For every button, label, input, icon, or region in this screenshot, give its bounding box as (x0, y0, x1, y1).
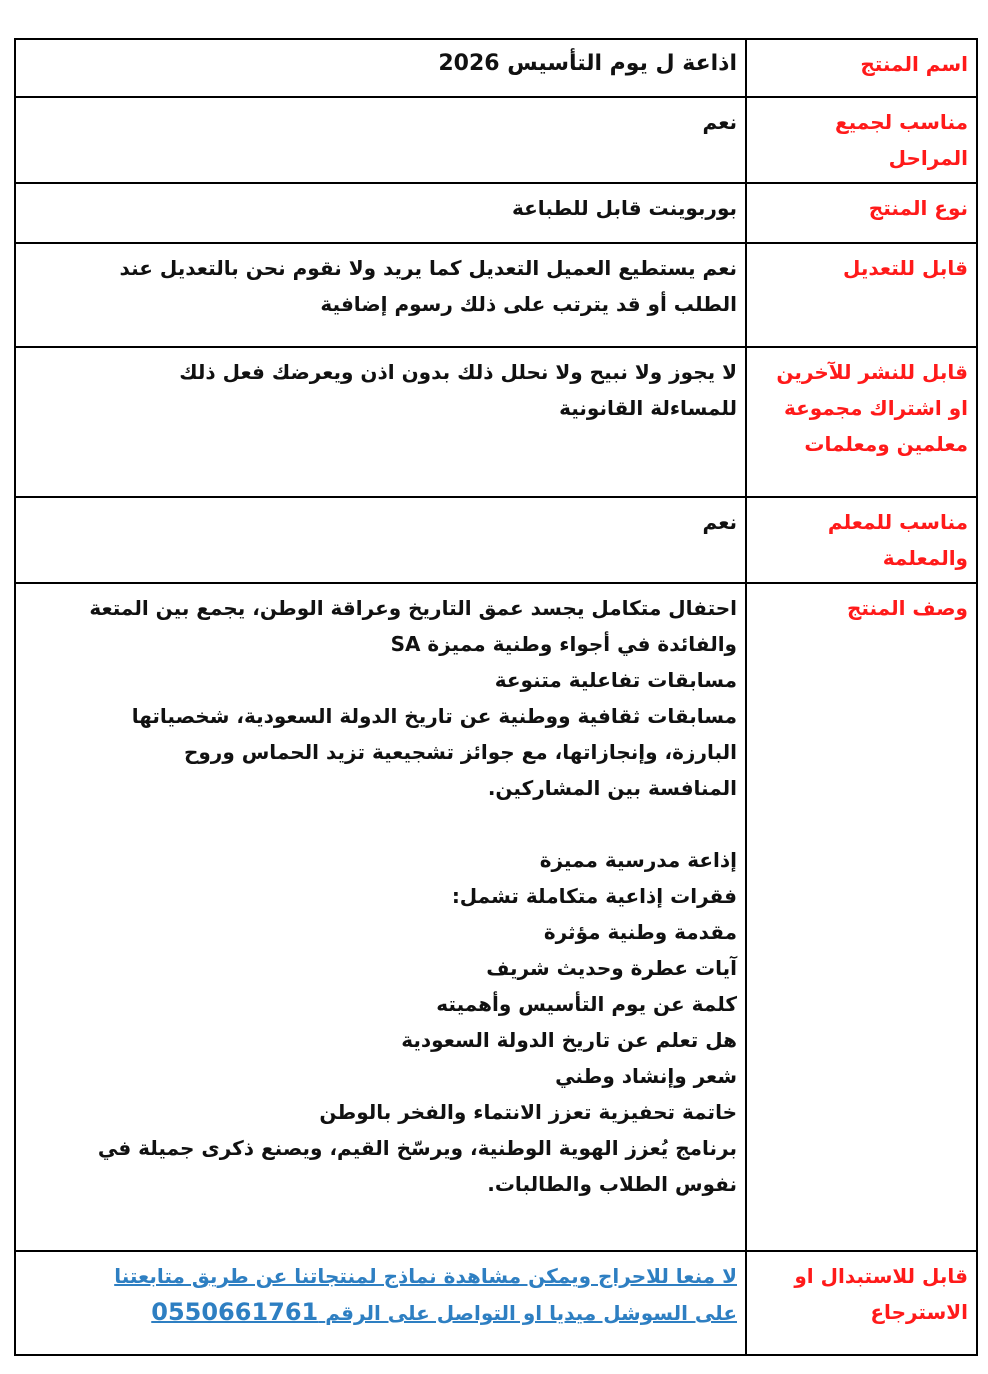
row-editable (15, 243, 977, 347)
label-editable (746, 243, 977, 347)
value-line: نعم يستطيع العميل التعديل كما يريد ولا نقوم نحن بالتعديل عند (119, 256, 737, 280)
contact-text[interactable]: على السوشل ميديا او التواصل على الرقم (325, 1301, 737, 1325)
label-line: قابل للاستبدال او (794, 1264, 968, 1288)
label-line: وصف المنتج (846, 596, 968, 620)
contact-line[interactable] (24, 1294, 737, 1331)
label-product-name (746, 39, 977, 97)
label-line: معلمين ومعلمات (804, 432, 968, 456)
description-line: خاتمة تحفيزية تعزز الانتماء والفخر بالوطن (319, 1100, 737, 1124)
label-line: قابل للنشر للآخرين (776, 360, 968, 384)
value-line: بوربوينت قابل للطباعة (512, 196, 737, 220)
label-return-policy (746, 1251, 977, 1355)
row-product-type (15, 183, 977, 243)
description-line: مسابقات تفاعلية متنوعة (494, 668, 737, 692)
row-return-policy (15, 1251, 977, 1355)
label-line: مناسب للمعلم (827, 510, 968, 534)
product-title: اذاعة ل يوم التأسيس 2026 (438, 51, 737, 76)
row-suitable-all-stages (15, 97, 977, 183)
label-line: الاسترجاع (870, 1300, 968, 1324)
label-suitable-teachers (746, 497, 977, 583)
value-editable (15, 243, 746, 347)
value-suitable-teachers (15, 497, 746, 583)
description-line: آيات عطرة وحديث شريف (486, 956, 737, 980)
description-line: المنافسة بين المشاركين. (487, 776, 737, 800)
description-line: احتفال متكامل يجسد عمق التاريخ وعراقة الوطن، يجمع بين المتعة (89, 596, 737, 620)
value-line: نعم (702, 510, 737, 534)
product-info-table (14, 38, 978, 1356)
label-line: نوع المنتج (868, 196, 968, 220)
description-line: شعر وإنشاد وطني (555, 1064, 737, 1088)
label-sharing-policy (746, 347, 977, 497)
label-product-type (746, 183, 977, 243)
label-suitable-all-stages (746, 97, 977, 183)
phone-number-link[interactable]: 0550661761 (151, 1298, 319, 1326)
description-line: البارزة، وإنجازاتها، مع جوائز تشجيعية تزيد الحماس وروح (183, 740, 737, 764)
row-product-description (15, 583, 977, 1251)
value-line: لا يجوز ولا نبيح ولا نحلل ذلك بدون اذن ويعرضك فعل ذلك (179, 360, 737, 384)
description-line: كلمة عن يوم التأسيس وأهميته (436, 992, 737, 1016)
label-line: المراحل (888, 146, 968, 170)
label-line: او اشتراك مجموعة (783, 396, 968, 420)
description-line: هل تعلم عن تاريخ الدولة السعودية (401, 1028, 737, 1052)
row-product-name (15, 39, 977, 97)
label-line: والمعلمة (882, 546, 968, 570)
row-sharing-policy (15, 347, 977, 497)
description-blank-line (24, 806, 737, 842)
label-line: قابل للتعديل (843, 256, 968, 280)
value-product-type (15, 183, 746, 243)
description-line: مسابقات ثقافية ووطنية عن تاريخ الدولة السعودية، شخصياتها (131, 704, 737, 728)
description-line: برنامج يُعزز الهوية الوطنية، ويرسّخ القيم، ويصنع ذكرى جميلة في (97, 1136, 737, 1160)
label-line: اسم المنتج (860, 52, 968, 76)
description-line: إذاعة مدرسية مميزة (539, 848, 737, 872)
value-line: للمساءلة القانونية (559, 396, 737, 420)
description-line: مقدمة وطنية مؤثرة (543, 920, 737, 944)
value-line: الطلب أو قد يترتب على ذلك رسوم إضافية (320, 292, 737, 316)
value-suitable-all-stages (15, 97, 746, 183)
value-product-description (15, 583, 746, 1251)
row-suitable-teachers (15, 497, 977, 583)
social-media-link[interactable]: لا منعا للاحراج ويمكن مشاهدة نماذج لمنتجاتنا عن طريق متابعتنا (114, 1264, 737, 1288)
value-return-policy (15, 1251, 746, 1355)
label-line: مناسب لجميع (834, 110, 968, 134)
value-line: نعم (702, 110, 737, 134)
value-sharing-policy (15, 347, 746, 497)
description-line: والفائدة في أجواء وطنية مميزة SA (390, 632, 737, 656)
product-info-sheet (14, 38, 978, 1356)
description-line: فقرات إذاعية متكاملة تشمل: (451, 884, 737, 908)
description-line: نفوس الطلاب والطالبات. (487, 1172, 737, 1196)
label-product-description (746, 583, 977, 1251)
value-product-name (15, 39, 746, 97)
